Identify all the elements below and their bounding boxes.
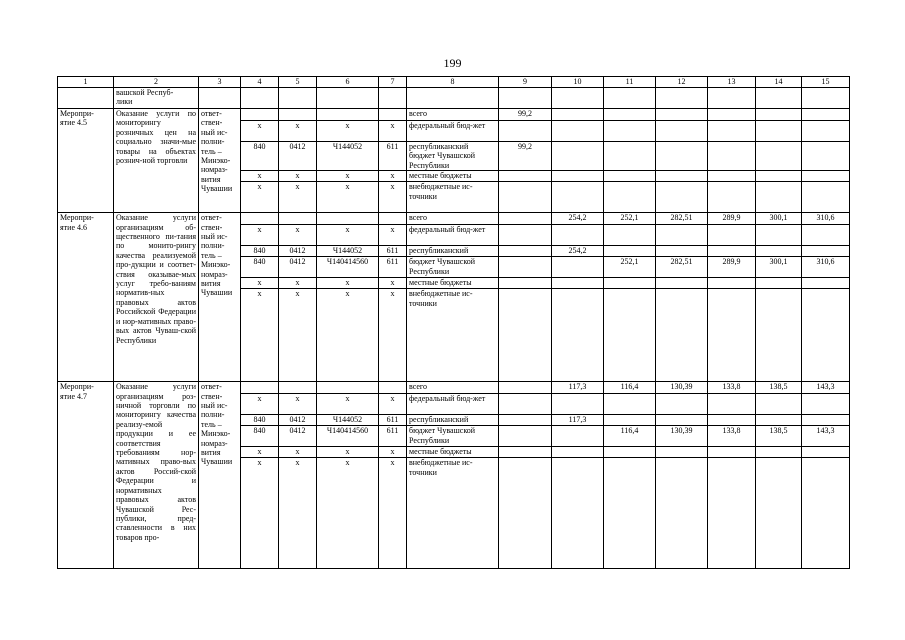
- value-cell: [708, 458, 756, 569]
- value-cell: [604, 246, 656, 257]
- measure-description: Оказание услуги по мониторингу розничных цен на социально значи-мые товары на объектах рознич-ной торговли: [114, 109, 199, 213]
- value-cell: [499, 289, 552, 382]
- header-cell: 7: [379, 77, 407, 88]
- code-grbs: х: [241, 394, 279, 415]
- value-cell: 99,2: [499, 142, 552, 171]
- code-target: [317, 382, 379, 394]
- header-cell: 13: [708, 77, 756, 88]
- value-cell: 116,4: [604, 382, 656, 394]
- value-cell: [756, 278, 802, 289]
- carryover-empty-cell: [199, 88, 241, 109]
- code-section: х: [279, 278, 317, 289]
- code-expense-type: х: [379, 289, 407, 382]
- value-cell: [552, 121, 604, 142]
- value-cell: 310,6: [802, 257, 850, 278]
- code-section: 0412: [279, 142, 317, 171]
- value-cell: 143,3: [802, 426, 850, 447]
- code-section: 0412: [279, 415, 317, 426]
- code-expense-type: [379, 382, 407, 394]
- funding-source: местные бюджеты: [407, 171, 499, 182]
- value-cell: [802, 394, 850, 415]
- funding-source: бюджет Чувашской Республики: [407, 426, 499, 447]
- value-cell: 117,3: [552, 382, 604, 394]
- budget-table: [57, 76, 850, 569]
- value-cell: [708, 246, 756, 257]
- value-cell: [756, 121, 802, 142]
- code-section: 0412: [279, 257, 317, 278]
- carryover-empty-cell: [317, 88, 379, 109]
- value-cell: 130,39: [656, 426, 708, 447]
- value-cell: [604, 171, 656, 182]
- value-cell: [756, 109, 802, 121]
- code-expense-type: х: [379, 225, 407, 246]
- value-cell: [802, 171, 850, 182]
- code-grbs: 840: [241, 426, 279, 447]
- value-cell: [552, 257, 604, 278]
- value-cell: [604, 182, 656, 213]
- value-cell: [802, 447, 850, 458]
- code-target: х: [317, 225, 379, 246]
- value-cell: [656, 171, 708, 182]
- value-cell: 254,2: [552, 213, 604, 225]
- carryover-empty-cell: [802, 88, 850, 109]
- code-target: х: [317, 182, 379, 213]
- value-cell: [604, 458, 656, 569]
- funding-source: республиканский: [407, 246, 499, 257]
- funding-source: внебюджетные ис-точники: [407, 289, 499, 382]
- code-expense-type: х: [379, 394, 407, 415]
- code-expense-type: 611: [379, 426, 407, 447]
- code-target: х: [317, 121, 379, 142]
- value-cell: [552, 142, 604, 171]
- code-grbs: х: [241, 278, 279, 289]
- value-cell: 138,5: [756, 426, 802, 447]
- value-cell: [708, 278, 756, 289]
- measure-name: Меропри- ятие 4.5: [58, 109, 114, 213]
- code-expense-type: х: [379, 182, 407, 213]
- value-cell: [802, 246, 850, 257]
- value-cell: 254,2: [552, 246, 604, 257]
- code-section: 0412: [279, 426, 317, 447]
- value-cell: [604, 225, 656, 246]
- code-grbs: х: [241, 171, 279, 182]
- code-expense-type: х: [379, 458, 407, 569]
- value-cell: [604, 415, 656, 426]
- value-cell: 289,9: [708, 257, 756, 278]
- code-section: х: [279, 225, 317, 246]
- value-cell: 289,9: [708, 213, 756, 225]
- carryover-empty-cell: [756, 88, 802, 109]
- code-section: [279, 109, 317, 121]
- responsible-executor: ответ- ствен- ный ис- полни- тель – Минэко- номраз- вития Чувашии: [199, 382, 241, 569]
- header-cell: 8: [407, 77, 499, 88]
- code-section: х: [279, 182, 317, 213]
- value-cell: [756, 394, 802, 415]
- carryover-empty-cell: [407, 88, 499, 109]
- value-cell: [604, 394, 656, 415]
- code-target: Ч144052: [317, 142, 379, 171]
- code-grbs: 840: [241, 142, 279, 171]
- code-expense-type: х: [379, 447, 407, 458]
- value-cell: [756, 458, 802, 569]
- header-cell: 12: [656, 77, 708, 88]
- code-grbs: х: [241, 458, 279, 569]
- value-cell: [802, 121, 850, 142]
- value-cell: [552, 447, 604, 458]
- measure-name: Меропри- ятие 4.6: [58, 213, 114, 382]
- code-grbs: х: [241, 447, 279, 458]
- code-grbs: [241, 213, 279, 225]
- code-section: [279, 382, 317, 394]
- value-cell: [756, 246, 802, 257]
- code-grbs: х: [241, 182, 279, 213]
- carryover-empty-cell: [279, 88, 317, 109]
- carryover-col1: [58, 88, 114, 109]
- value-cell: [802, 415, 850, 426]
- header-cell: 14: [756, 77, 802, 88]
- code-target: х: [317, 394, 379, 415]
- header-cell: 5: [279, 77, 317, 88]
- value-cell: [499, 415, 552, 426]
- responsible-executor: ответ- ствен- ный ис- полни- тель – Минэко- номраз- вития Чувашии: [199, 109, 241, 213]
- code-expense-type: [379, 109, 407, 121]
- measure-description: Оказание услуги организациям об-щественного пи-тания по монито-рингу качества реализуемой про-дукции и соответ-ствия оказывае-мых услуг требо-ваниям норматив-ных правовых актов Российской Федерации и нор-мативных право-вых актов Чуваш-ской Республики: [114, 213, 199, 382]
- code-expense-type: х: [379, 278, 407, 289]
- value-cell: [656, 394, 708, 415]
- value-cell: [552, 394, 604, 415]
- value-cell: [708, 394, 756, 415]
- value-cell: [708, 171, 756, 182]
- carryover-empty-cell: [604, 88, 656, 109]
- funding-source: местные бюджеты: [407, 447, 499, 458]
- value-cell: [552, 289, 604, 382]
- code-expense-type: 611: [379, 257, 407, 278]
- code-grbs: х: [241, 121, 279, 142]
- header-cell: 3: [199, 77, 241, 88]
- code-grbs: х: [241, 225, 279, 246]
- value-cell: [756, 142, 802, 171]
- value-cell: [552, 426, 604, 447]
- value-cell: [656, 109, 708, 121]
- funding-source: внебюджетные ис-точники: [407, 182, 499, 213]
- code-expense-type: 611: [379, 142, 407, 171]
- code-grbs: [241, 382, 279, 394]
- carryover-row: [58, 88, 850, 109]
- measure-description: Оказание услуги организациям роз-ничной торговли по мониторингу качества реализу-емой продукции и ее соответствия требованиям нор-мативных право-вых актов Россий-ской Федерации и нормативных правовых актов Чувашской Рес-публики, пред-ставленности в них товаров про-: [114, 382, 199, 569]
- value-cell: [708, 109, 756, 121]
- code-target: х: [317, 289, 379, 382]
- funding-source: федеральный бюд-жет: [407, 394, 499, 415]
- value-cell: [708, 447, 756, 458]
- funding-source: всего: [407, 382, 499, 394]
- value-cell: 252,1: [604, 213, 656, 225]
- carryover-empty-cell: [379, 88, 407, 109]
- page-bottom-margin: [0, 578, 905, 640]
- header-cell: 2: [114, 77, 199, 88]
- code-expense-type: [379, 213, 407, 225]
- code-section: х: [279, 289, 317, 382]
- value-cell: 133,8: [708, 382, 756, 394]
- value-cell: [552, 278, 604, 289]
- value-cell: [499, 121, 552, 142]
- value-cell: [802, 109, 850, 121]
- table-row: [58, 213, 850, 225]
- value-cell: 310,6: [802, 213, 850, 225]
- value-cell: 282,51: [656, 213, 708, 225]
- value-cell: 252,1: [604, 257, 656, 278]
- code-target: х: [317, 447, 379, 458]
- funding-source: всего: [407, 109, 499, 121]
- carryover-empty-cell: [708, 88, 756, 109]
- value-cell: [708, 142, 756, 171]
- code-section: х: [279, 394, 317, 415]
- code-expense-type: х: [379, 171, 407, 182]
- code-section: 0412: [279, 246, 317, 257]
- page-number: 199: [443, 56, 462, 70]
- value-cell: [656, 142, 708, 171]
- header-cell: 15: [802, 77, 850, 88]
- value-cell: 130,39: [656, 382, 708, 394]
- value-cell: [499, 246, 552, 257]
- code-section: х: [279, 171, 317, 182]
- value-cell: [604, 142, 656, 171]
- value-cell: 282,51: [656, 257, 708, 278]
- value-cell: 300,1: [756, 257, 802, 278]
- value-cell: [756, 225, 802, 246]
- value-cell: [499, 278, 552, 289]
- carryover-description: вашской Респуб- лики: [114, 88, 199, 109]
- header-row: [58, 77, 850, 88]
- value-cell: [802, 289, 850, 382]
- value-cell: [756, 447, 802, 458]
- header-cell: 1: [58, 77, 114, 88]
- value-cell: [756, 415, 802, 426]
- code-target: Ч144052: [317, 415, 379, 426]
- value-cell: [499, 182, 552, 213]
- value-cell: [604, 121, 656, 142]
- value-cell: 133,8: [708, 426, 756, 447]
- value-cell: [499, 458, 552, 569]
- funding-source: республиканский бюджет Чувашской Республики: [407, 142, 499, 171]
- value-cell: [708, 182, 756, 213]
- value-cell: [499, 225, 552, 246]
- header-cell: 4: [241, 77, 279, 88]
- header-cell: 10: [552, 77, 604, 88]
- value-cell: [604, 109, 656, 121]
- funding-source: внебюджетные ис-точники: [407, 458, 499, 569]
- code-grbs: х: [241, 289, 279, 382]
- value-cell: [656, 182, 708, 213]
- value-cell: [552, 182, 604, 213]
- value-cell: [656, 246, 708, 257]
- carryover-empty-cell: [499, 88, 552, 109]
- code-expense-type: 611: [379, 415, 407, 426]
- value-cell: [656, 415, 708, 426]
- value-cell: [756, 289, 802, 382]
- code-section: х: [279, 447, 317, 458]
- table-row: [58, 382, 850, 394]
- value-cell: [499, 257, 552, 278]
- carryover-empty-cell: [241, 88, 279, 109]
- code-target: х: [317, 278, 379, 289]
- funding-source: местные бюджеты: [407, 278, 499, 289]
- measure-name: Меропри- ятие 4.7: [58, 382, 114, 569]
- code-target: х: [317, 171, 379, 182]
- carryover-empty-cell: [552, 88, 604, 109]
- value-cell: 300,1: [756, 213, 802, 225]
- value-cell: 117,3: [552, 415, 604, 426]
- header-cell: 9: [499, 77, 552, 88]
- value-cell: [656, 458, 708, 569]
- value-cell: [499, 394, 552, 415]
- value-cell: 116,4: [604, 426, 656, 447]
- value-cell: [604, 289, 656, 382]
- funding-source: бюджет Чувашской Республики: [407, 257, 499, 278]
- code-target: [317, 213, 379, 225]
- value-cell: [708, 225, 756, 246]
- header-cell: 11: [604, 77, 656, 88]
- value-cell: [656, 225, 708, 246]
- value-cell: [656, 447, 708, 458]
- value-cell: [499, 426, 552, 447]
- value-cell: [802, 142, 850, 171]
- value-cell: 138,5: [756, 382, 802, 394]
- code-target: [317, 109, 379, 121]
- value-cell: [604, 447, 656, 458]
- value-cell: 99,2: [499, 109, 552, 121]
- value-cell: [499, 171, 552, 182]
- value-cell: [604, 278, 656, 289]
- code-grbs: 840: [241, 246, 279, 257]
- value-cell: [802, 182, 850, 213]
- value-cell: [756, 171, 802, 182]
- code-section: [279, 213, 317, 225]
- code-expense-type: х: [379, 121, 407, 142]
- code-grbs: 840: [241, 415, 279, 426]
- carryover-empty-cell: [656, 88, 708, 109]
- funding-source: республиканский: [407, 415, 499, 426]
- value-cell: [499, 447, 552, 458]
- value-cell: [656, 121, 708, 142]
- code-grbs: [241, 109, 279, 121]
- funding-source: всего: [407, 213, 499, 225]
- code-expense-type: 611: [379, 246, 407, 257]
- value-cell: 143,3: [802, 382, 850, 394]
- value-cell: [552, 171, 604, 182]
- responsible-executor: ответ- ствен- ный ис- полни- тель – Минэко- номраз- вития Чувашии: [199, 213, 241, 382]
- value-cell: [656, 278, 708, 289]
- value-cell: [802, 225, 850, 246]
- value-cell: [802, 278, 850, 289]
- funding-source: федеральный бюд-жет: [407, 225, 499, 246]
- code-target: Ч140414560: [317, 257, 379, 278]
- value-cell: [802, 458, 850, 569]
- value-cell: [656, 289, 708, 382]
- value-cell: [552, 109, 604, 121]
- code-target: х: [317, 458, 379, 569]
- value-cell: [756, 182, 802, 213]
- code-grbs: 840: [241, 257, 279, 278]
- funding-source: федеральный бюд-жет: [407, 121, 499, 142]
- value-cell: [552, 458, 604, 569]
- header-cell: 6: [317, 77, 379, 88]
- code-target: Ч140414560: [317, 426, 379, 447]
- table-row: [58, 109, 850, 121]
- value-cell: [708, 121, 756, 142]
- value-cell: [499, 213, 552, 225]
- value-cell: [708, 289, 756, 382]
- code-section: х: [279, 458, 317, 569]
- code-section: х: [279, 121, 317, 142]
- value-cell: [552, 225, 604, 246]
- value-cell: [708, 415, 756, 426]
- code-target: Ч144052: [317, 246, 379, 257]
- value-cell: [499, 382, 552, 394]
